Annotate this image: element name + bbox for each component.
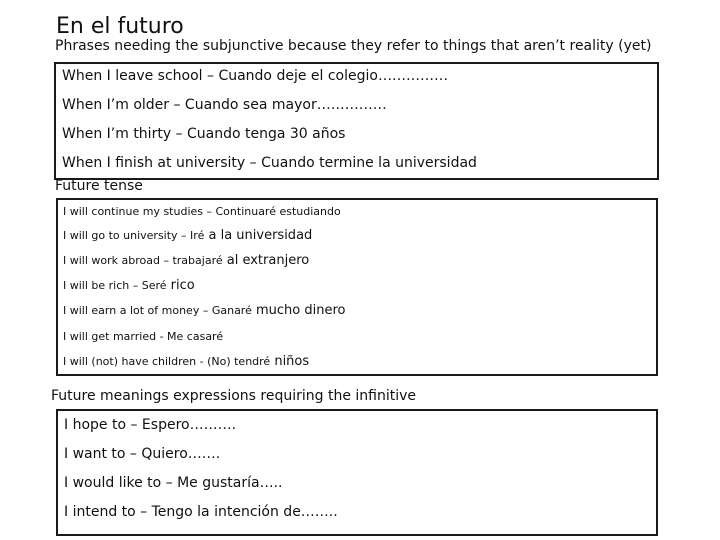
page-subtitle: Phrases needing the subjunctive because they refer to things that aren’t reality (yet) <box>55 38 652 54</box>
subjunctive-phrase: When I leave school – Cuando deje el colegio…………… <box>62 68 448 84</box>
future-phrase-main: I will be rich – Seré <box>63 279 167 292</box>
infinitive-heading: Future meanings expressions requiring the infinitive <box>51 388 417 404</box>
subjunctive-box <box>54 62 659 180</box>
future-phrase-main: I will go to university – Iré <box>63 229 205 242</box>
future-phrase-main: I will work abroad – trabajaré <box>63 254 223 267</box>
future-phrase-main: I will continue my studies – Continuaré estudiando <box>63 205 341 218</box>
subjunctive-phrase: When I’m thirty – Cuando tenga 30 años <box>62 126 346 142</box>
subjunctive-phrase: When I’m older – Cuando sea mayor…………… <box>62 97 387 113</box>
future-phrase-ending: al extranjero <box>222 253 310 268</box>
future-phrase-ending: niños <box>270 354 310 369</box>
future-phrase-ending: mucho dinero <box>251 303 346 318</box>
page-title: En el futuro <box>56 14 184 39</box>
infinitive-box <box>56 409 658 536</box>
future-phrase-main: I will (not) have children - (No) tendré <box>63 355 271 368</box>
future-phrase-ending: a la universidad <box>204 228 313 243</box>
future-phrase <box>63 253 309 268</box>
future-phrase <box>63 354 309 369</box>
future-phrase <box>63 303 345 318</box>
future-phrase-main: I will earn a lot of money – Ganaré <box>63 304 252 317</box>
future-tense-heading: Future tense <box>55 178 143 194</box>
future-phrase <box>63 329 223 344</box>
infinitive-phrase: I want to – Quiero……. <box>64 446 221 462</box>
infinitive-phrase: I would like to – Me gustaría….. <box>64 475 283 491</box>
future-phrase <box>63 278 195 293</box>
infinitive-phrase: I hope to – Espero………. <box>64 417 237 433</box>
future-phrase-main: I will get married - Me casaré <box>63 330 224 343</box>
future-phrase-ending: rico <box>166 278 195 293</box>
future-phrase <box>63 204 341 219</box>
subjunctive-phrase: When I finish at university – Cuando termine la universidad <box>62 155 477 171</box>
infinitive-phrase: I intend to – Tengo la intención de…….. <box>64 504 338 520</box>
future-phrase <box>63 228 312 243</box>
future-tense-box <box>56 198 658 376</box>
